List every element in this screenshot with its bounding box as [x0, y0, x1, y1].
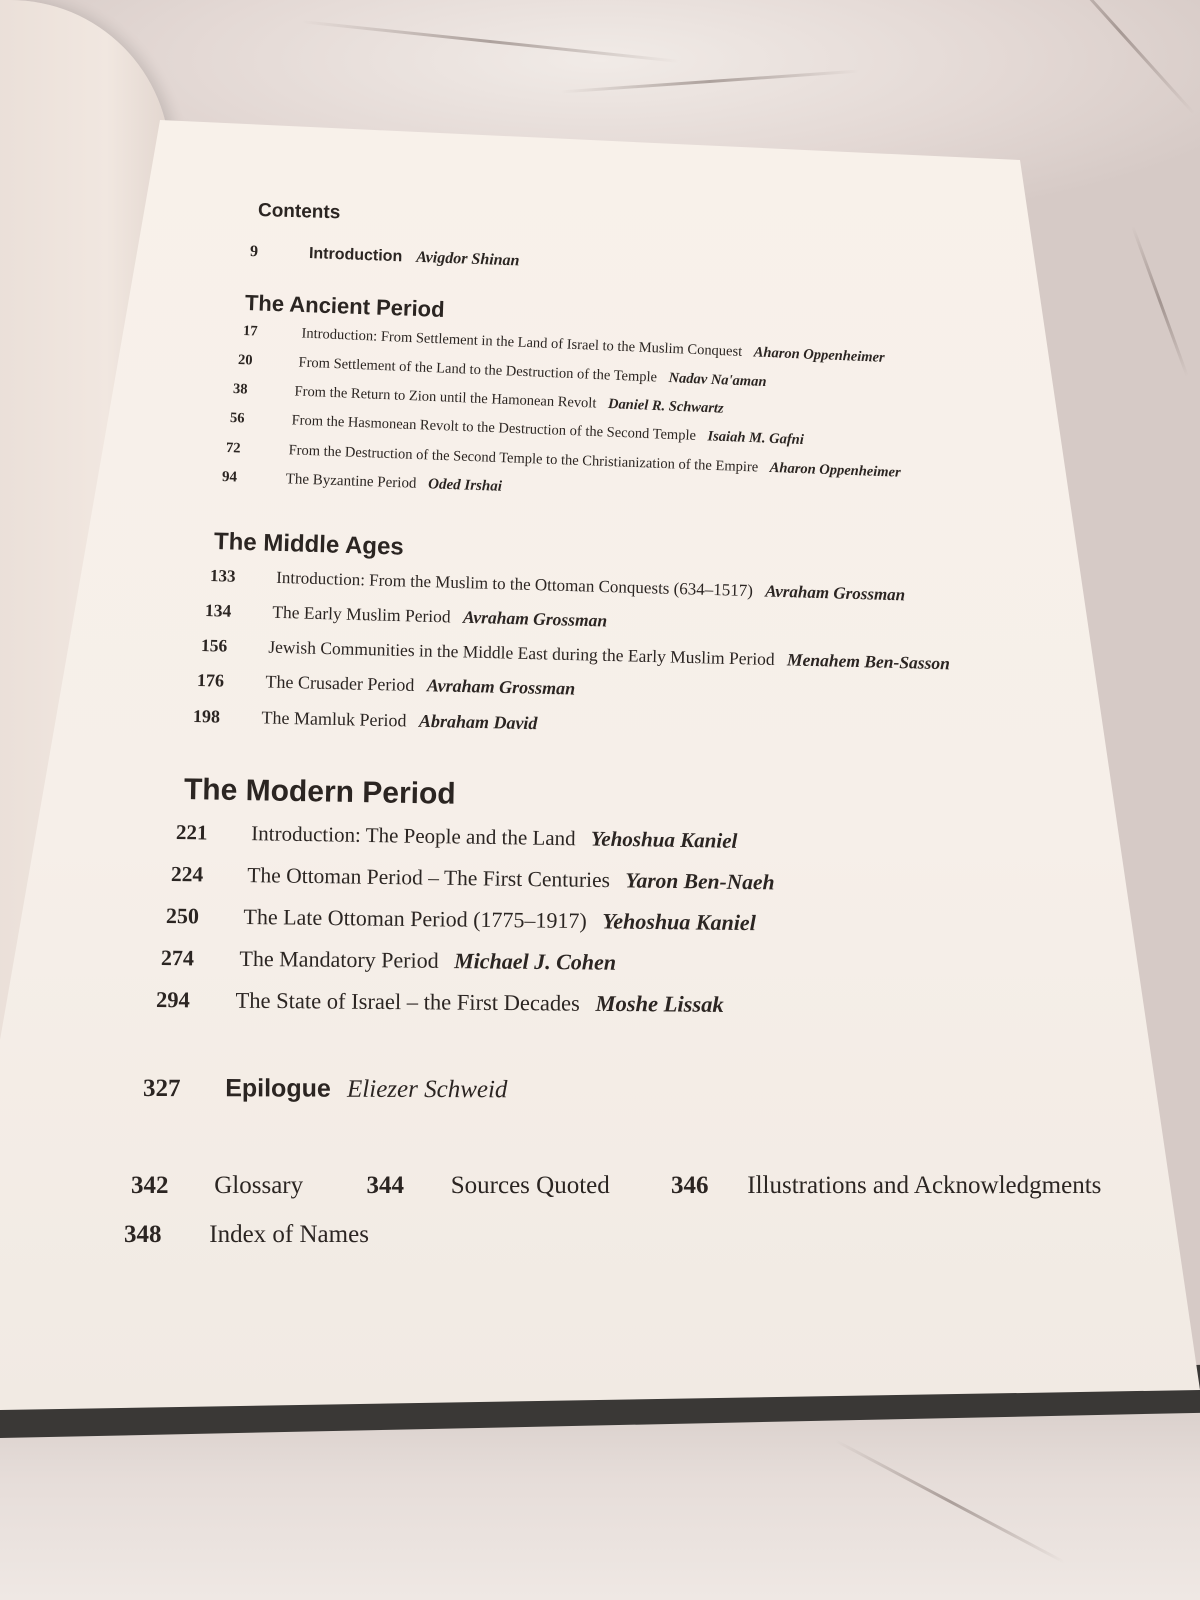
entry-title: The State of Israel – the First Decades — [235, 987, 580, 1016]
toc-entry — [210, 566, 906, 605]
page-number: 344 — [366, 1172, 404, 1199]
page-number: 133 — [209, 566, 236, 586]
entry-author: Michael J. Cohen — [454, 948, 617, 975]
entry-title: Introduction: The People and the Land — [251, 821, 576, 851]
entry-title: The Late Ottoman Period (1775–1917) — [243, 903, 588, 934]
page-number: 9 — [249, 243, 259, 261]
entry-author: Daniel R. Schwartz — [607, 396, 724, 417]
back-matter-row — [131, 1172, 1101, 1200]
entry-title: Epilogue — [225, 1074, 331, 1103]
entry-author: Eliezer Schweid — [347, 1075, 508, 1104]
toc-entry — [201, 635, 950, 674]
entry-author: Abraham David — [418, 710, 538, 734]
toc-entry — [222, 469, 502, 496]
entry-title: From the Return to Zion until the Hamonean Revolt — [294, 383, 597, 412]
entry-title: The Byzantine Period — [285, 471, 417, 492]
page-number: 327 — [142, 1075, 181, 1103]
entry-author: Aharon Oppenheimer — [769, 459, 901, 481]
page-number: 250 — [165, 903, 200, 929]
page-number: 342 — [131, 1172, 169, 1199]
toc-entry — [166, 903, 756, 936]
entry-title: Illustrations and Acknowledgments — [747, 1172, 1102, 1199]
section-heading-middle-ages: The Middle Ages — [213, 528, 405, 561]
toc-entry — [156, 987, 724, 1018]
page-number: 198 — [192, 706, 221, 727]
back-matter-row — [124, 1221, 369, 1249]
entry-author: Aharon Oppenheimer — [753, 344, 885, 366]
entry-author: Avigdor Shinan — [415, 248, 520, 270]
entry-title: From the Destruction of the Second Temple to the Christianization of the Empire — [288, 442, 759, 476]
entry-title: Introduction — [308, 245, 403, 266]
page-number: 56 — [229, 410, 245, 427]
page-number: 176 — [196, 670, 225, 691]
section-heading-ancient: The Ancient Period — [244, 290, 445, 322]
toc-entry — [197, 670, 576, 700]
entry-author: Oded Irshai — [427, 476, 503, 495]
entry-author: Moshe Lissak — [595, 990, 724, 1017]
page-number: 224 — [170, 862, 204, 887]
entry-author: Avraham Grossman — [426, 675, 576, 699]
epilogue-entry — [143, 1074, 508, 1104]
entry-author: Isaiah M. Gafni — [707, 428, 805, 449]
entry-title: Jewish Communities in the Middle East during the Early Muslim Period — [268, 636, 775, 670]
toc-entry — [205, 600, 608, 632]
page-number: 274 — [160, 945, 195, 971]
entry-title: The Mamluk Period — [261, 707, 407, 731]
page-number: 348 — [124, 1221, 162, 1248]
toc-entry — [171, 862, 775, 895]
entry-author: Yaron Ben-Naeh — [625, 868, 775, 895]
contents-title: Contents — [257, 200, 341, 224]
page-number: 156 — [200, 635, 228, 656]
page-number: 294 — [155, 987, 190, 1013]
entry-title: From the Hasmonean Revolt to the Destruction of the Second Temple — [291, 412, 697, 444]
entry-title: The Early Muslim Period — [272, 601, 451, 627]
toc-entry — [193, 706, 538, 734]
entry-author: Avraham Grossman — [462, 606, 608, 631]
toc-entry — [176, 820, 738, 854]
section-heading-modern: The Modern Period — [183, 773, 456, 811]
page-number: 38 — [232, 381, 248, 398]
entry-title: Glossary — [214, 1172, 304, 1199]
entry-title: The Ottoman Period – The First Centuries — [247, 863, 611, 893]
page-number: 346 — [671, 1172, 709, 1199]
entry-author: Avraham Grossman — [764, 581, 906, 605]
entry-title: Index of Names — [209, 1221, 369, 1248]
entry-title: From Settlement of the Land to the Destruction of the Temple — [298, 354, 658, 386]
page-number: 221 — [175, 820, 208, 845]
page-number: 94 — [221, 469, 238, 486]
entry-author: Menahem Ben-Sasson — [786, 649, 951, 674]
page-number: 17 — [242, 323, 258, 340]
entry-title: Introduction: From Settlement in the Land of Israel to the Muslim Conquest — [301, 325, 743, 360]
intro-entry — [250, 243, 520, 270]
entry-title: The Crusader Period — [265, 671, 415, 695]
page-number: 134 — [204, 600, 232, 621]
page-number: 72 — [225, 440, 241, 457]
entry-title: Sources Quoted — [450, 1172, 610, 1199]
toc-entry — [161, 945, 616, 976]
entry-author: Yehoshua Kaniel — [590, 826, 738, 853]
entry-author: Nadav Na'aman — [668, 370, 767, 391]
page-number: 20 — [237, 352, 253, 369]
entry-title: Introduction: From the Muslim to the Ottoman Conquests (634–1517) — [275, 567, 754, 601]
entry-title: The Mandatory Period — [239, 945, 439, 973]
entry-author: Yehoshua Kaniel — [602, 908, 756, 936]
